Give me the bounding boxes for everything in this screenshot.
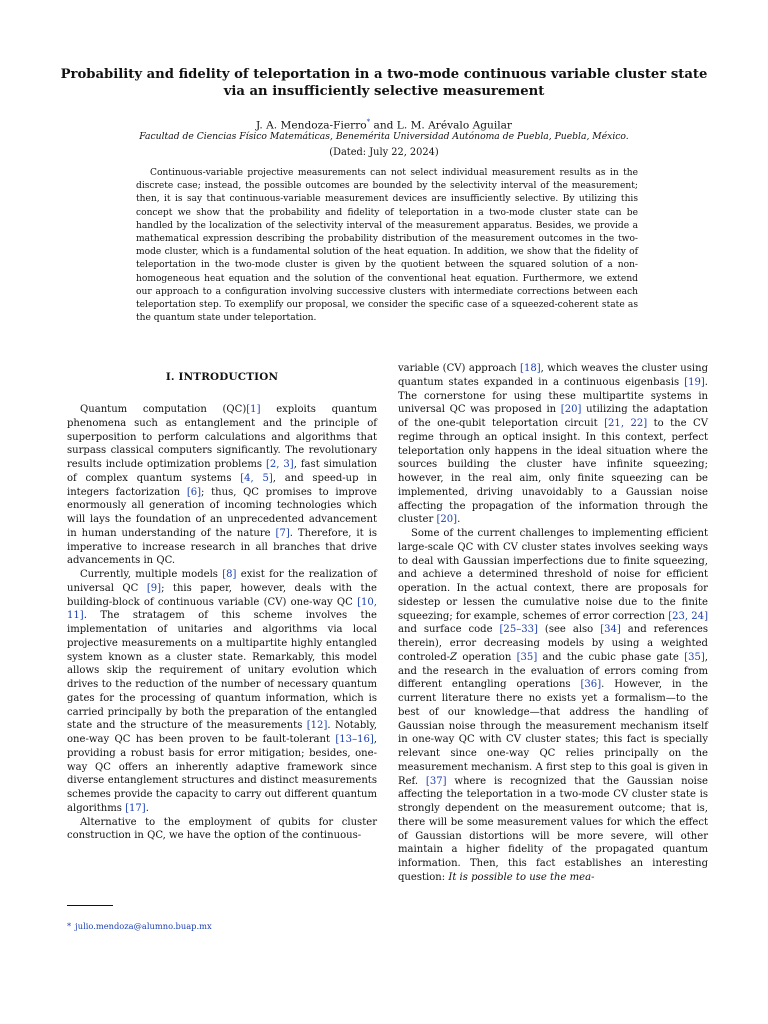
text-run: . Notably, one-way QC has been proven to be fault-tolerant [67,720,377,745]
citation-link[interactable]: [10, 11] [67,596,377,622]
citation-link[interactable]: [18] [520,363,541,374]
citation-link[interactable]: [35] [516,651,538,663]
text-run: and surface code [398,624,500,636]
citation-link[interactable]: [20] [436,514,458,526]
text-run: utilizing the adaptation of the one-qubit teleportation circuit [398,404,708,429]
text-run: , which weaves the cluster using quantum states expanded in a continuous eigenbasis [398,363,709,388]
citation-link[interactable]: [9] [146,582,162,594]
abstract-text: Continuous-variable projective measurements can not select individual measurement results as in the discrete case; instead, the possible outcomes are bounded by the selectivity interval of the measurement; then, it is say that continuous-variable measurement devices are insufficiently selective. By utilizing this concept we show that the probability and fidelity of teleportation in a two-mode cluster state can be handled by the localization of the selectivity interval of the measurement apparatus. Besides, we provide a mathematical expression describing the probability distribution of the measurement outcomes in the two-mode cluster, which is a fundamental solution of the heat equation. In addition, we show that the fidelity of teleportation in the two-mode cluster is given by the quotient between the squared solution of a non-homogeneous heat equation and the solution of the conventional heat equation. Furthermore, we extend our approach to a configuration involving successive clusters with intermediate corrections between each teleportation step. To exemplify our proposal, we consider the specific case of a squeezed-coherent state as the quantum state under teleportation. [136,168,638,324]
citation-link[interactable]: [20] [560,404,582,416]
citation-link[interactable]: [23, 24] [668,610,708,622]
text-run: . [145,802,149,814]
author-connector: and [370,119,397,132]
text-run: variable (CV) approach [398,363,521,374]
text-run: Quantum computation (QC) [80,404,247,415]
text-run: , fast simulation of complex quantum systems [67,459,377,484]
text-run: . Therefore, it is imperative to increase research in all branches that drive advancements in QC. [67,527,377,567]
citation-link[interactable]: [37] [425,775,447,787]
math-symbol: Z [450,651,458,663]
affiliation: Facultad de Ciencias Físico Matemáticas, Benemérita Universidad Autónoma de Puebla, Puebla, México. [139,131,629,142]
citation-link[interactable]: [6] [186,486,202,498]
paragraph [67,568,377,816]
author-footnote-mark[interactable]: * [366,118,371,126]
footnote-mark: * [67,921,72,931]
emphasized-text: It is possible to use the mea- [448,871,595,883]
text-run: and references therein), error decreasing models by using a weighted controled- [398,624,708,663]
text-run: . The stratagem of this scheme involves the implementation of unitaries and algorithms via local projective measurements on a multipartite highly entangled system known as a cluster state. Remarkably, this model allows skip the requirement of unitary evolution which drives to the reduction of the number of necessary quantum gates for the processing of quantum information, which is carried principally by both the preparation of the entangled state and the structure of the measurements [67,610,377,732]
text-run: (see also [537,624,601,636]
citation-link[interactable]: [13–16] [335,734,374,745]
citation-link[interactable]: [17] [125,802,146,814]
citation-link[interactable]: [36] [580,679,602,691]
text-run: Some of the current challenges to implementing efficient large-scale QC with CV cluster states involves seeking ways to deal with Gaussian imperfections due to finite squeezing, and achieve a determined threshold of noise for efficient operation. In the actual context, there are proposals for sidestep or lessen the cumulative noise due to the finite squeezing; for example, schemes of error correction [398,528,708,622]
citation-link[interactable]: [4, 5] [240,472,273,484]
citation-link[interactable]: [7] [275,527,290,539]
paragraph: Alternative to the employment of qubits for cluster construction in QC, we have the option of the continuous- [67,816,377,842]
text-run: where is recognized that the Gaussian noise affecting the teleportation in a two-mode CV cluster state is strongly dependent on the measurement outcome; that is, there will be some measurement values for which the effect of Gaussian distortions will be more severe, will other maintain a higher fidelity of the propagated quantum information. Then, this fact establishes an interesting question: [398,775,708,883]
left-column [67,362,377,843]
text-run: ; thus, QC promises to improve enormously all generation of incoming technologies which will lays the foundation of an unprecedented advancement in human understanding of the nature [67,486,377,539]
paper-title: Probability and fidelity of teleportation in a two-mode continuous variable cluster state via an insufficiently selective measurement [60,67,708,99]
text-run: , providing a robust basis for error mitigation; besides, one-way QC offers an inherently adaptive framework since diverse entanglement structures and distinct measurements schemes provide the capacity to carry out different quantum algorithms [67,734,377,814]
text-run: . However, in the current literature there no exists yet a formalism—to the best of our knowledge—that address the handling of Gaussian noise through the measurement mechanism itself in one-way QC with CV cluster states; this fact is specially relevant since one-way QC relies principally on the measurement mechanism. A first step to this goal is given in Ref. [398,679,708,787]
text-run: , and speed-up in integers factorization [67,472,377,498]
citation-link[interactable]: [25–33] [499,624,538,636]
citation-link[interactable]: [1] [246,404,261,415]
text-run: exist for the realization of universal QC [67,569,378,594]
footnote-email-link[interactable]: julio.mendoza@alumno.buap.mx [75,921,212,931]
text-run: ; this paper, however, deals with the building-block of continuous variable (CV) one-way QC [67,582,377,608]
text-run: and the cubic phase gate [537,651,685,663]
citation-link[interactable]: [12] [306,720,328,732]
section-heading-introduction: I. INTRODUCTION [165,371,279,383]
footnote-divider [67,905,113,906]
footnote [67,920,212,932]
author-1: J. A. Mendoza-Fierro [256,119,367,132]
text-run: exploits quantum phenomena such as entanglement and the principle of superposition to perform calculations and algorithms that surpass classical computers significantly. The revolutionary results include optimization problems [67,404,377,470]
paragraph [398,527,708,885]
citation-link[interactable]: [19] [684,376,705,388]
date-line: (Dated: July 22, 2024) [329,147,439,158]
citation-link[interactable]: [2, 3] [265,459,294,470]
citation-link[interactable]: [34] [600,624,621,636]
text-run: , and the research in the evaluation of errors coming from different entangling operations [398,651,708,691]
paragraph [67,403,377,568]
text-run: Currently, multiple models [80,569,223,580]
citation-link[interactable]: [8] [222,569,237,580]
author-2: L. M. Arévalo Aguilar [396,119,512,132]
text-run: to the CV regime through an optical insight. In this context, perfect teleportation only happens in the ideal situation where the sources building the cluster have infinite squeezing; however, in the real aim, only finite squeezing can be implemented, driving unavoidably to a Gaussian noise affecting the propagation of the information through the cluster [398,418,708,526]
text-run: . The cornerstone for using these multipartite systems in universal QC was proposed in [398,376,708,416]
text-run: . [457,514,461,526]
citation-link[interactable]: [35] [684,651,705,663]
right-column [398,362,708,885]
abstract [136,167,638,325]
citation-link[interactable]: [21, 22] [604,418,648,429]
text-run: operation [457,651,517,663]
paragraph [398,362,708,527]
